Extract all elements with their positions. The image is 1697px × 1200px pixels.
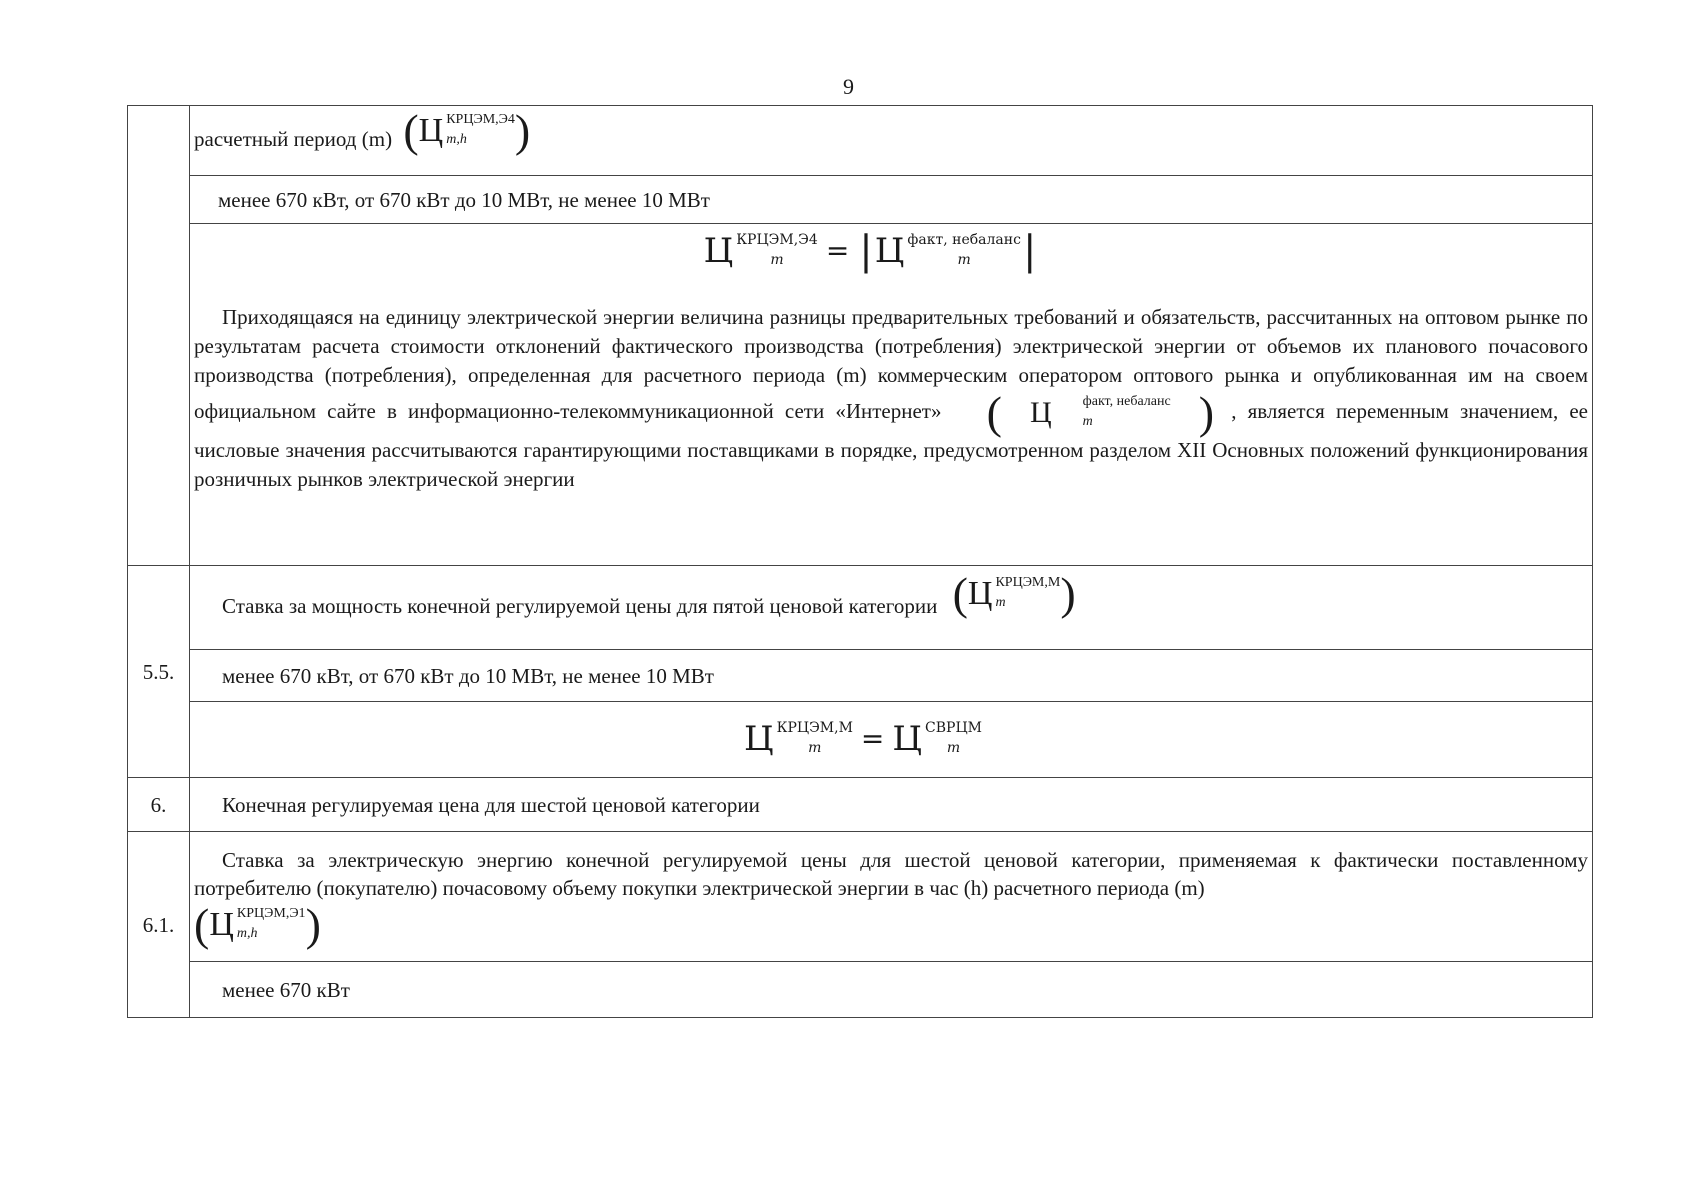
- tariff-table: [127, 105, 1593, 1018]
- formula-e4: Ц КРЦЭМ,Э4 m = | Ц факт, небаланс m |: [703, 228, 1037, 274]
- section-6-1-power-text: менее 670 кВт: [222, 977, 350, 1002]
- row-formula-e4: [128, 224, 1593, 566]
- section-5-5-title: Ставка за мощность конечной регулируемой цены для пятой ценовой категории: [222, 593, 938, 618]
- section-6-title: Конечная регулируемая цена для шестой ценовой категории: [222, 792, 760, 817]
- row-section-6-1-text: [128, 832, 1593, 962]
- row-section-6: [128, 778, 1593, 832]
- formula-m: Ц КРЦЭМ,М m = Ц СВРЦМ m: [743, 719, 983, 759]
- price-symbol-e4-mh: ( Ц КРЦЭМ,Э4 m,h ): [403, 104, 531, 156]
- row-power-ranges-e4: [128, 176, 1593, 224]
- formula-e4-cell: [190, 224, 1593, 566]
- power-ranges-cell: [190, 176, 1593, 224]
- section-5-5-power-cell: [190, 650, 1593, 702]
- section-number-6: 6.: [128, 778, 190, 832]
- section-6-1-text-cell: [190, 832, 1593, 962]
- row-section-5-5-title: [128, 566, 1593, 650]
- price-symbol-m: ( Ц КРЦЭМ,М m ): [952, 567, 1076, 619]
- row-section-5-5-formula: [128, 702, 1593, 778]
- price-symbol-e1-mh: ( Ц КРЦЭМ,Э1 m,h ): [194, 898, 321, 950]
- billing-period-label: расчетный период (m): [194, 126, 393, 151]
- section-6-title-cell: [190, 778, 1593, 832]
- section-6-1-power-cell: [190, 962, 1593, 1018]
- section-5-5-title-cell: [190, 566, 1593, 650]
- section-number-5-5: 5.5.: [128, 566, 190, 778]
- row-section-5-5-power: [128, 650, 1593, 702]
- section-5-5-power-text: менее 670 кВт, от 670 кВт до 10 МВт, не менее 10 МВт: [222, 663, 714, 688]
- section-6-1-text: Ставка за электрическую энергию конечной регулируемой цены для шестой ценовой категории, применяемая к фактически поставленному потребителю (покупателю) почасовому объему покупки электрической энергии в час (h) расчетного периода (m): [194, 847, 1588, 900]
- section-5-5-formula-cell: [190, 702, 1593, 778]
- billing-period-cell: [190, 106, 1593, 176]
- section-number-6-1: 6.1.: [128, 832, 190, 1018]
- page-number: 9: [843, 74, 854, 99]
- num-cell-empty: [128, 106, 190, 566]
- row-section-6-1-power: [128, 962, 1593, 1018]
- row-billing-period: [128, 106, 1593, 176]
- imbalance-paragraph: Приходящаяся на единицу электрической энергии величина разницы предварительных требований и обязательств, рассчитанных на оптовом рынке по результатам расчета стоимости отклонений фактического производства (потребления) электрической энергии от объемов их планового почасового производства (потребления), определенная для расчетного периода (m) коммерческим оператором оптового рынка и опубликованная им на своем официальном сайте в информационно-телекоммуникационной сети «Интернет» ( Ц факт, небаланс m ) , является переменным значением, ее числовые значения рассчитываются гарантирующими поставщиками в порядке, предусмотренном разделом XII Основных положений функционирования розничных рынков электрической энергии: [194, 305, 1589, 491]
- power-ranges-text: менее 670 кВт, от 670 кВт до 10 МВт, не менее 10 МВт: [218, 187, 710, 212]
- price-symbol-fakt-nebalans: ( Ц факт, небаланс m ): [986, 387, 1215, 438]
